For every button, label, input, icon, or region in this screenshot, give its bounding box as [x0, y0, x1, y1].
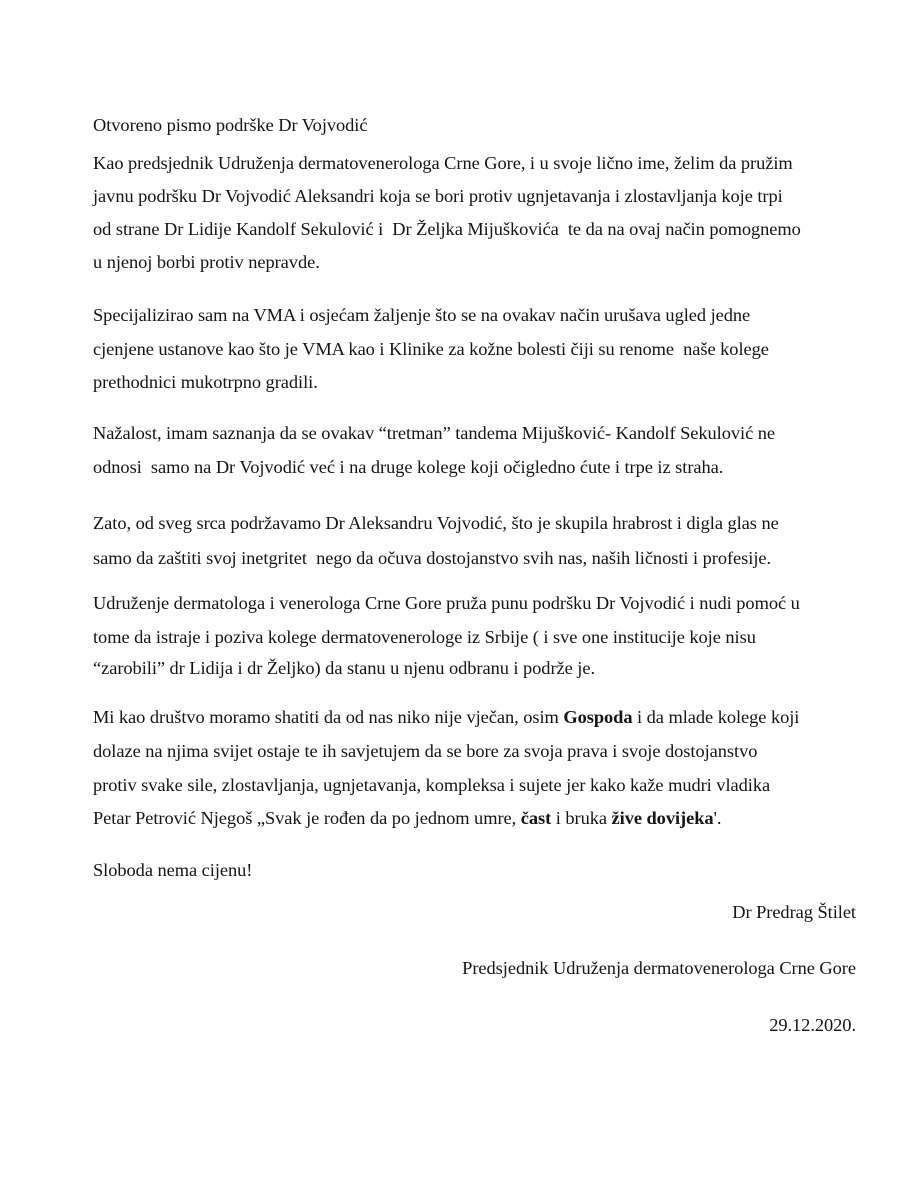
bold-text-zive-dovijeka: žive dovijeka [611, 808, 714, 828]
signature-name: Dr Predrag Štilet [732, 902, 856, 922]
paragraph-1-line-1: Kao predsjednik Udruženja dermatovenerologa Crne Gore, i u svoje lično ime, želim da pružim [93, 153, 793, 173]
text-run: '. [713, 808, 722, 828]
letter-title: Otvoreno pismo podrške Dr Vojvodić [93, 115, 368, 135]
paragraph-3-line-1: Nažalost, imam saznanja da se ovakav “tretman” tandema Mijušković- Kandolf Sekulović ne [93, 423, 776, 443]
paragraph-3-line-2: odnosi samo na Dr Vojvodić već i na druge kolege koji očigledno ćute i trpe iz straha. [93, 457, 724, 477]
paragraph-5-line-2: tome da istraje i poziva kolege dermatovenerologe iz Srbije ( i sve one institucije koje nisu [93, 627, 756, 647]
text-run: i bruka [551, 808, 612, 828]
paragraph-4-line-1: Zato, od sveg srca podržavamo Dr Aleksandru Vojvodić, što je skupila hrabrost i digla glas ne [93, 513, 779, 533]
paragraph-2-line-2: cjenjene ustanove kao što je VMA kao i Klinike za kožne bolesti čiji su renome naše kolege [93, 339, 769, 359]
text-run: Petar Petrović Njegoš „Svak je rođen da po jednom umre, [93, 808, 521, 828]
bold-text-cast: čast [520, 808, 552, 828]
closing-line: Sloboda nema cijenu! [93, 860, 253, 880]
paragraph-1-line-3: od strane Dr Lidije Kandolf Sekulović i Dr Željka Mijuškovića te da na ovaj način pomognemo [93, 219, 801, 239]
paragraph-6-line-2: dolaze na njima svijet ostaje te ih savjetujem da se bore za svoja prava i svoje dostojanstvo [93, 741, 758, 761]
paragraph-1-line-4: u njenoj borbi protiv nepravde. [93, 252, 320, 272]
signature-title: Predsjednik Udruženja dermatovenerologa Crne Gore [462, 958, 856, 978]
text-run: i da mlade kolege koji [632, 707, 800, 727]
text-run: Mi kao društvo moramo shatiti da od nas niko nije vječan, osim [93, 707, 564, 727]
paragraph-6-line-4 [93, 807, 721, 829]
paragraph-1-line-2: javnu podršku Dr Vojvodić Aleksandri koja se bori protiv ugnjetavanja i zlostavljanja koje trpi [93, 186, 783, 206]
paragraph-2-line-1: Specijalizirao sam na VMA i osjećam žaljenje što se na ovakav način urušava ugled jedne [93, 305, 751, 325]
paragraph-2-line-3: prethodnici mukotrpno gradili. [93, 372, 318, 392]
bold-text-gospoda: Gospoda [563, 707, 633, 727]
paragraph-6-line-3: protiv svake sile, zlostavljanja, ugnjetavanja, kompleksa i sujete jer kako kaže mudri vladika [93, 775, 771, 795]
signature-date: 29.12.2020. [769, 1015, 856, 1035]
paragraph-4-line-2: samo da zaštiti svoj inetgritet nego da očuva dostojanstvo svih nas, naših ličnosti i profesije. [93, 548, 772, 568]
paragraph-5-line-1: Udruženje dermatologa i venerologa Crne Gore pruža punu podršku Dr Vojvodić i nudi pomoć u [93, 593, 800, 613]
paragraph-6-line-1 [93, 706, 799, 728]
paragraph-5-line-3: “zarobili” dr Lidija i dr Željko) da stanu u njenu odbranu i podrže je. [93, 658, 596, 678]
